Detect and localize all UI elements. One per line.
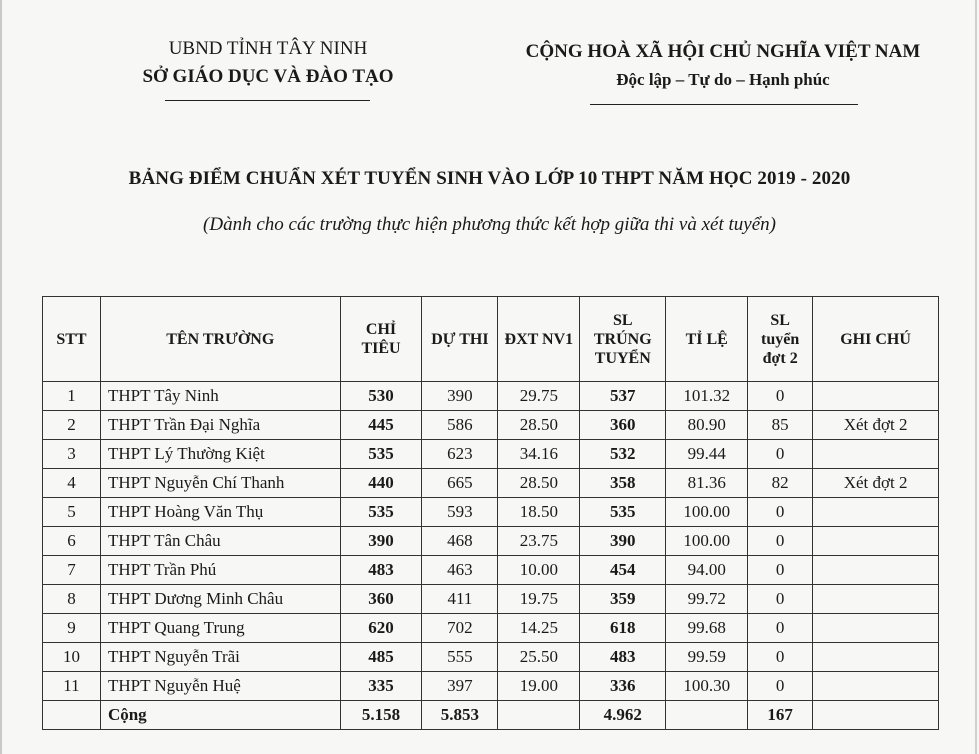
table-cell: THPT Hoàng Văn Thụ [100, 498, 340, 527]
table-cell: 390 [580, 527, 666, 556]
column-header: STT [43, 297, 101, 382]
table-cell: 537 [580, 382, 666, 411]
table-cell [813, 643, 939, 672]
table-cell: 4 [43, 469, 101, 498]
table-cell: THPT Tân Châu [100, 527, 340, 556]
table-cell: 100.00 [666, 527, 748, 556]
table-cell [813, 585, 939, 614]
table-row [43, 527, 939, 556]
table-row [43, 469, 939, 498]
table-cell [813, 498, 939, 527]
table-cell: 535 [340, 440, 422, 469]
table-cell: 555 [422, 643, 498, 672]
table-cell: 29.75 [498, 382, 580, 411]
table-row [43, 498, 939, 527]
table-cell: 532 [580, 440, 666, 469]
table-cell: 8 [43, 585, 101, 614]
table-cell [813, 672, 939, 701]
table-cell: 81.36 [666, 469, 748, 498]
table-cell: 336 [580, 672, 666, 701]
table-cell: THPT Trần Đại Nghĩa [100, 411, 340, 440]
table-cell: 411 [422, 585, 498, 614]
table-cell: 101.32 [666, 382, 748, 411]
table-cell: 0 [748, 672, 813, 701]
table-cell: 3 [43, 440, 101, 469]
table-row [43, 585, 939, 614]
table-cell [813, 614, 939, 643]
table-cell: 80.90 [666, 411, 748, 440]
table-row [43, 672, 939, 701]
table-cell: 620 [340, 614, 422, 643]
column-header: ĐXT NV1 [498, 297, 580, 382]
table-cell: 19.00 [498, 672, 580, 701]
table-cell: 358 [580, 469, 666, 498]
table-cell: 535 [340, 498, 422, 527]
right-edge-line [975, 0, 977, 754]
table-cell: 10.00 [498, 556, 580, 585]
table-cell: 618 [580, 614, 666, 643]
column-header: SL tuyển đợt 2 [748, 297, 813, 382]
table-cell: 483 [340, 556, 422, 585]
column-header: SL TRÚNG TUYỂN [580, 297, 666, 382]
table-cell: 440 [340, 469, 422, 498]
table-cell: 665 [422, 469, 498, 498]
column-header: CHỈ TIÊU [340, 297, 422, 382]
table-cell: 100.30 [666, 672, 748, 701]
table-cell: 360 [340, 585, 422, 614]
document-subtitle: (Dành cho các trường thực hiện phương thức kết hợp giữa thi và xét tuyển) [203, 214, 776, 235]
issuer-block [118, 36, 418, 92]
table-cell: 99.68 [666, 614, 748, 643]
table-cell: 5.158 [340, 701, 422, 730]
table-cell: 0 [748, 527, 813, 556]
table-cell: 0 [748, 585, 813, 614]
table-cell: 445 [340, 411, 422, 440]
table-cell: 99.72 [666, 585, 748, 614]
table-row [43, 643, 939, 672]
table-cell: 483 [580, 643, 666, 672]
left-margin-line [0, 0, 2, 754]
table-cell: 25.50 [498, 643, 580, 672]
table-cell: 85 [748, 411, 813, 440]
table-cell: 5.853 [422, 701, 498, 730]
column-header: TÊN TRƯỜNG [100, 297, 340, 382]
table-header-row [43, 297, 939, 382]
table-cell: 18.50 [498, 498, 580, 527]
national-header-block [488, 40, 958, 96]
table-cell: 463 [422, 556, 498, 585]
table-cell: 11 [43, 672, 101, 701]
table-cell: 390 [422, 382, 498, 411]
department-underline [165, 100, 370, 101]
table-cell: THPT Dương Minh Châu [100, 585, 340, 614]
table-cell: 359 [580, 585, 666, 614]
table-cell: 82 [748, 469, 813, 498]
table-cell [813, 382, 939, 411]
table-cell: 390 [340, 527, 422, 556]
table-cell: Cộng [100, 701, 340, 730]
table-cell: 485 [340, 643, 422, 672]
table-cell: 0 [748, 382, 813, 411]
table-cell: 4.962 [580, 701, 666, 730]
table-cell: 535 [580, 498, 666, 527]
total-row [43, 701, 939, 730]
national-motto: Độc lập – Tự do – Hạnh phúc [616, 70, 830, 89]
table-cell: THPT Nguyễn Trãi [100, 643, 340, 672]
table-cell: 19.75 [498, 585, 580, 614]
table-cell: 2 [43, 411, 101, 440]
document-title: BẢNG ĐIỂM CHUẨN XÉT TUYỂN SINH VÀO LỚP 10 THPT NĂM HỌC 2019 - 2020 [128, 168, 851, 189]
table-cell [813, 440, 939, 469]
table-cell: 9 [43, 614, 101, 643]
table-cell: 1 [43, 382, 101, 411]
table-cell: 28.50 [498, 469, 580, 498]
table-cell: 99.44 [666, 440, 748, 469]
table-cell: 7 [43, 556, 101, 585]
table-cell: 14.25 [498, 614, 580, 643]
table-cell: 34.16 [498, 440, 580, 469]
table-cell: 10 [43, 643, 101, 672]
table-cell: 702 [422, 614, 498, 643]
table-cell: 99.59 [666, 643, 748, 672]
table-cell: 6 [43, 527, 101, 556]
table-cell: 454 [580, 556, 666, 585]
table-cell: THPT Tây Ninh [100, 382, 340, 411]
table-cell: THPT Quang Trung [100, 614, 340, 643]
table-cell: 0 [748, 643, 813, 672]
admission-scores-table [42, 296, 939, 730]
column-header: GHI CHÚ [813, 297, 939, 382]
republic-name: CỘNG HOÀ XÃ HỘI CHỦ NGHĨA VIỆT NAM [525, 41, 921, 62]
table-cell: Xét đợt 2 [813, 469, 939, 498]
table-cell: 0 [748, 556, 813, 585]
table-cell: 593 [422, 498, 498, 527]
table-cell: 335 [340, 672, 422, 701]
table-row [43, 382, 939, 411]
column-header: DỰ THI [422, 297, 498, 382]
table-cell: THPT Nguyễn Huệ [100, 672, 340, 701]
table-cell: 0 [748, 614, 813, 643]
table-cell: 397 [422, 672, 498, 701]
table-cell: 23.75 [498, 527, 580, 556]
table-row [43, 556, 939, 585]
table-cell: 0 [748, 440, 813, 469]
table-cell [498, 701, 580, 730]
table-cell [813, 701, 939, 730]
table-row [43, 614, 939, 643]
table-cell: THPT Trần Phú [100, 556, 340, 585]
table-cell: 28.50 [498, 411, 580, 440]
table-row [43, 440, 939, 469]
department-name: SỞ GIÁO DỤC VÀ ĐÀO TẠO [142, 66, 394, 87]
table-cell: 623 [422, 440, 498, 469]
table-cell: 360 [580, 411, 666, 440]
table-cell: 94.00 [666, 556, 748, 585]
motto-underline [590, 104, 858, 105]
table-cell: 468 [422, 527, 498, 556]
table-cell [43, 701, 101, 730]
column-header: TỈ LỆ [666, 297, 748, 382]
table-cell: 586 [422, 411, 498, 440]
table-cell: 5 [43, 498, 101, 527]
table-cell: 0 [748, 498, 813, 527]
table-row [43, 411, 939, 440]
table-cell: 167 [748, 701, 813, 730]
table-cell: THPT Nguyễn Chí Thanh [100, 469, 340, 498]
table-cell [666, 701, 748, 730]
table-cell: THPT Lý Thường Kiệt [100, 440, 340, 469]
table-cell [813, 556, 939, 585]
table-cell: 530 [340, 382, 422, 411]
table-cell: Xét đợt 2 [813, 411, 939, 440]
agency-name: UBND TỈNH TÂY NINH [168, 38, 368, 59]
table-cell [813, 527, 939, 556]
table-cell: 100.00 [666, 498, 748, 527]
